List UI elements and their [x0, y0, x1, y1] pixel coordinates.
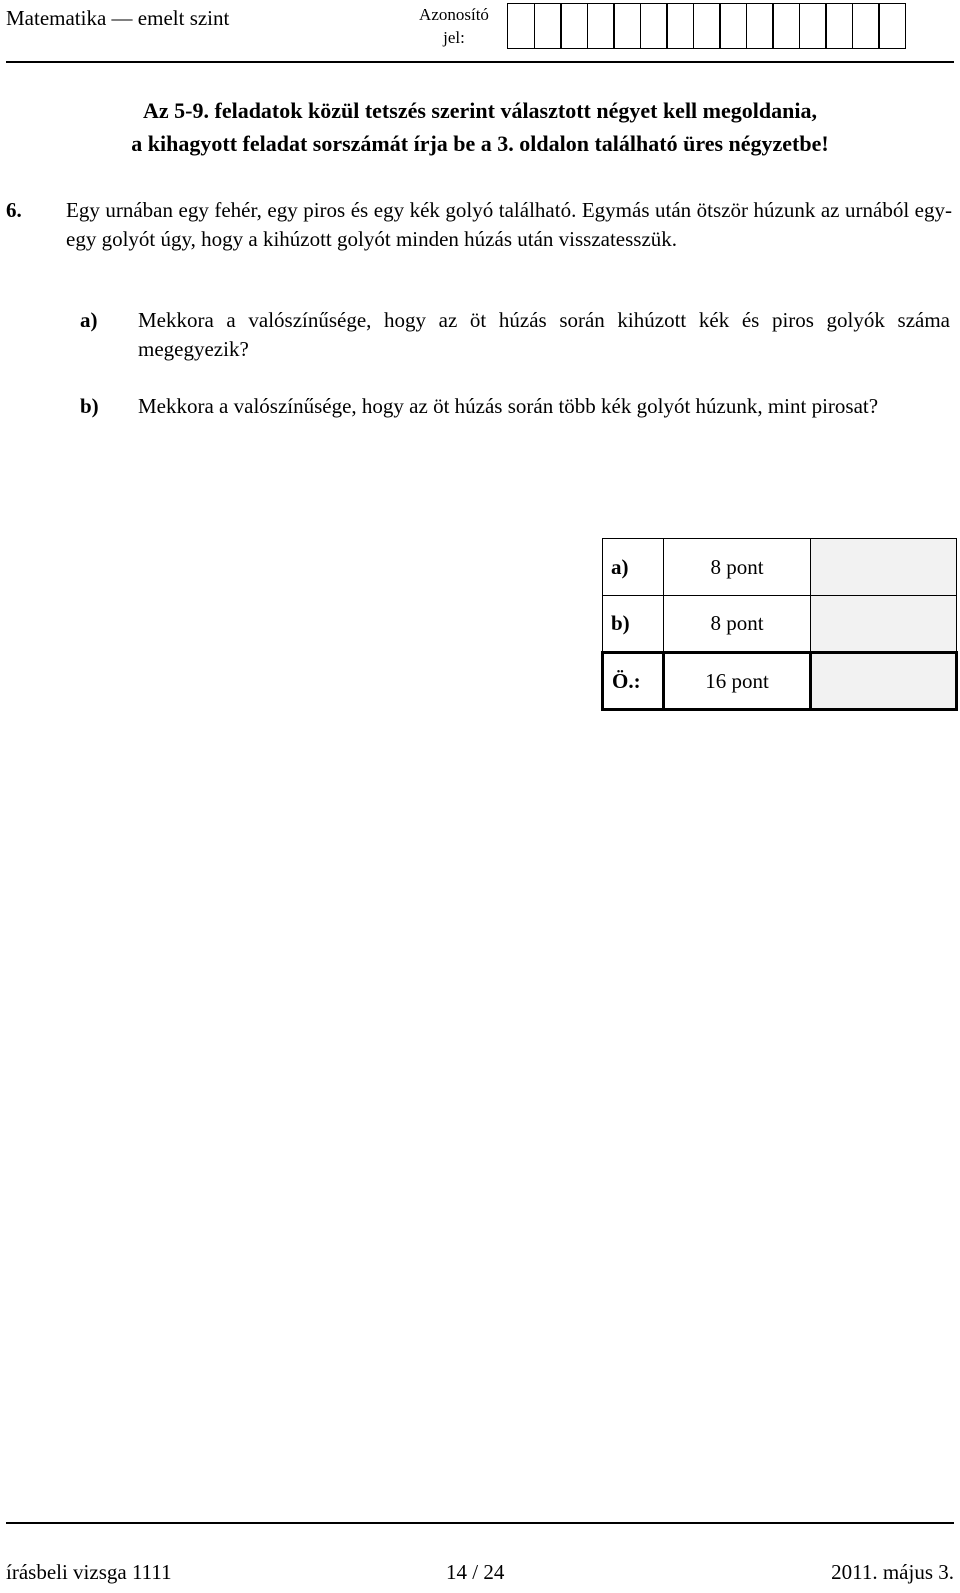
- id-code-box[interactable]: [640, 3, 668, 49]
- task-6: [6, 196, 952, 254]
- footer-divider: [6, 1522, 954, 1524]
- score-entry-cell[interactable]: [811, 653, 957, 710]
- instructions-line2: a kihagyott feladat sorszámát írja be a 3. oldalon található üres négyzetbe!: [131, 131, 829, 156]
- score-entry-cell[interactable]: [811, 539, 957, 596]
- id-code-box[interactable]: [693, 3, 721, 49]
- id-code-box[interactable]: [772, 3, 800, 49]
- instructions: [18, 94, 942, 160]
- score-table: [601, 538, 958, 711]
- id-code-box[interactable]: [878, 3, 906, 49]
- subtask-b-letter: b): [80, 394, 99, 418]
- footer-date: 2011. május 3.: [831, 1560, 954, 1584]
- header-divider: [6, 61, 954, 63]
- id-code-box[interactable]: [825, 3, 853, 49]
- subtask-a-letter: a): [80, 308, 98, 332]
- id-code-box[interactable]: [613, 3, 641, 49]
- score-points: 8 pont: [664, 539, 811, 596]
- task-number: 6.: [6, 198, 22, 222]
- instructions-line1: Az 5-9. feladatok közül tetszés szerint választott négyet kell megoldania,: [143, 98, 817, 123]
- id-label-line1: Azonosító: [419, 5, 489, 24]
- score-entry-cell[interactable]: [811, 596, 957, 653]
- score-points: 8 pont: [664, 596, 811, 653]
- id-code-box[interactable]: [746, 3, 774, 49]
- score-label: b): [603, 596, 664, 653]
- id-code-box[interactable]: [534, 3, 562, 49]
- id-code-box[interactable]: [560, 3, 588, 49]
- id-code-box[interactable]: [852, 3, 880, 49]
- id-code-box[interactable]: [507, 3, 535, 49]
- score-row-b: [603, 596, 957, 653]
- id-code-box[interactable]: [587, 3, 615, 49]
- id-code-box[interactable]: [719, 3, 747, 49]
- subtask-b: [80, 392, 950, 421]
- subtask-b-text: Mekkora a valószínűsége, hogy az öt húzás során több kék golyót húzunk, mint pirosat?: [138, 394, 879, 418]
- id-label: [414, 3, 494, 49]
- footer-page-number: 14 / 24: [446, 1560, 505, 1584]
- score-points: 16 pont: [664, 653, 811, 710]
- score-row-a: [603, 539, 957, 596]
- footer-exam-code: írásbeli vizsga 1111: [6, 1560, 172, 1584]
- id-code-box[interactable]: [666, 3, 694, 49]
- header-title: Matematika — emelt szint: [6, 6, 230, 30]
- score-label: a): [603, 539, 664, 596]
- task-text: Egy urnában egy fehér, egy piros és egy kék golyó található. Egymás után ötször húzunk az urnából egy-egy golyót úgy, hogy a kihúzott golyót minden húzás után visszatesszük.: [66, 198, 952, 251]
- id-code-boxes: [507, 3, 906, 49]
- subtask-a: [80, 306, 950, 364]
- score-row-total: [603, 653, 957, 710]
- id-code-box[interactable]: [799, 3, 827, 49]
- subtask-a-text: Mekkora a valószínűsége, hogy az öt húzás során kihúzott kék és piros golyók száma megegyezik?: [138, 308, 950, 361]
- score-label: Ö.:: [603, 653, 664, 710]
- id-label-line2: jel:: [443, 28, 465, 47]
